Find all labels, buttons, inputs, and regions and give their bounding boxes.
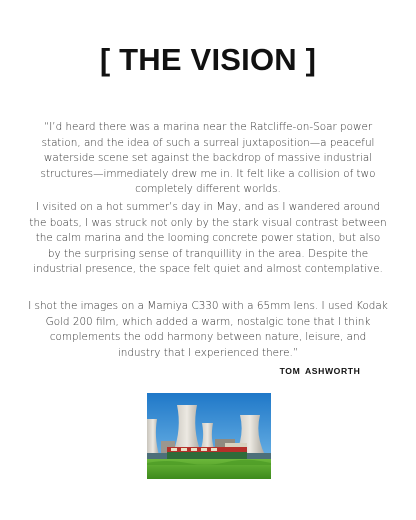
paragraph-camera: I shot the images on a Mamiya C330 with a 65mm lens. I used Kodak Gold 200 film, which added a warm, nostalgic tone that I think complements the odd harmony between nature, leisure, and industry that I experienced there.” [28, 300, 388, 359]
page-title: [ THE VISION ] [99, 42, 317, 77]
paragraph-intro: “I’d heard there was a marina near the Ratcliffe-on-Soar power station, and the idea of such a surreal juxtaposition—a peaceful waterside scene set against the backdrop of massive industrial structures—immediately drew me in. It felt like a collision of two completely different worlds. [40, 121, 376, 196]
power-station-photo [147, 393, 271, 479]
author-name: TOM ASHWORTH [279, 366, 361, 376]
paragraph-visit: I visited on a hot summer’s day in May, and as I wandered around the boats, I was struck not only by the stark visual contrast between the calm marina and the looming concrete power station, but also by the surprising sense of tranquillity in the area. Despite the industrial presence, the space felt quiet and almost contemplative. [29, 201, 387, 276]
